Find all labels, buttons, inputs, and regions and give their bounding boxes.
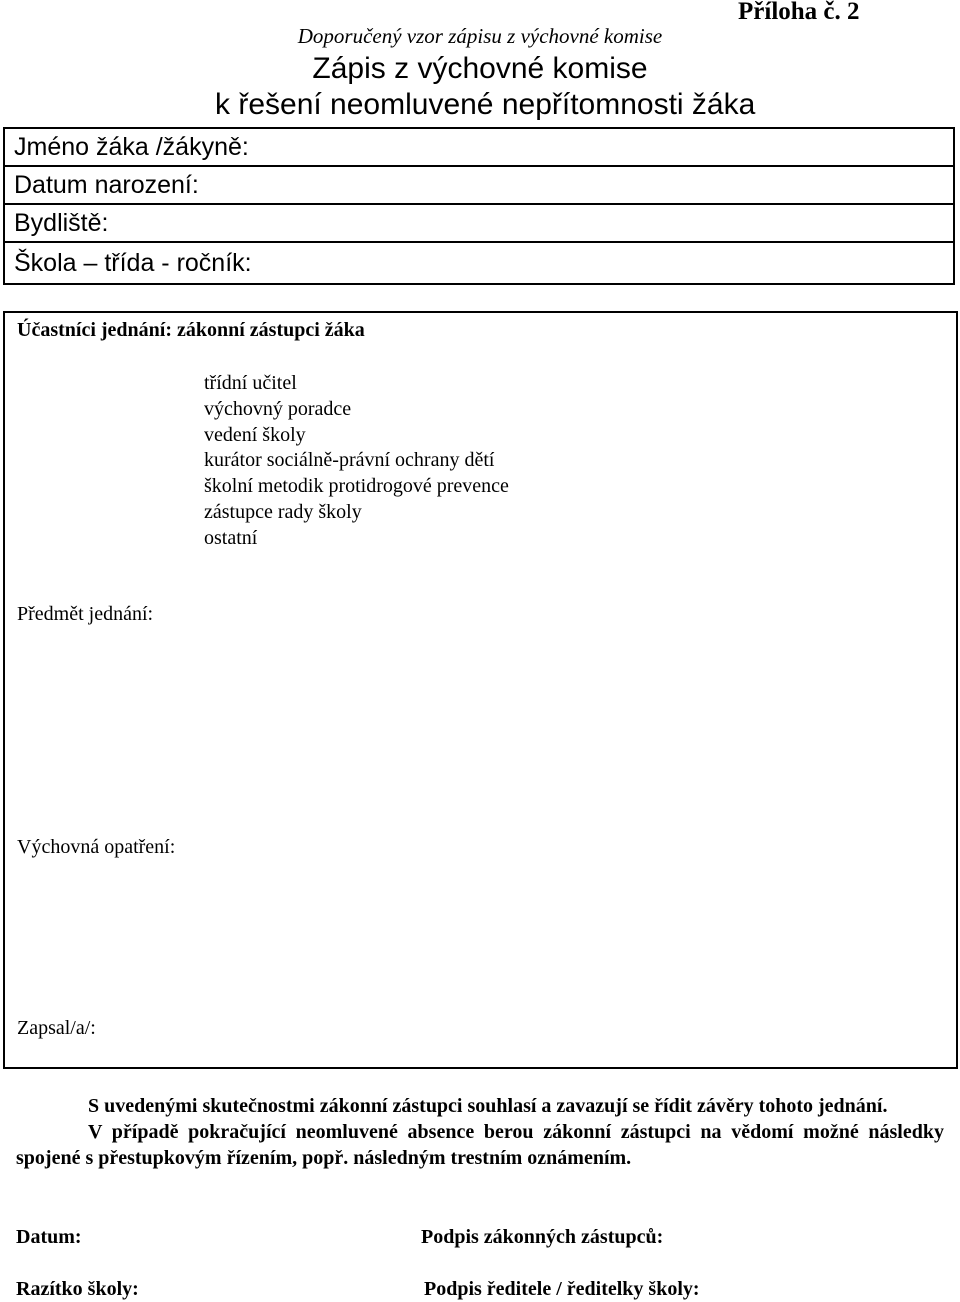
agreement-statement <box>16 1093 944 1171</box>
participant-item: vedení školy <box>204 423 306 446</box>
participant-item: zástupce rady školy <box>204 500 362 523</box>
student-info-box <box>3 127 955 285</box>
educational-measures-label: Výchovná opatření: <box>17 836 176 858</box>
director-signature-label: Podpis ředitele / ředitelky školy: <box>424 1278 700 1300</box>
document-subtitle: k řešení neomluvené nepřítomnosti žáka <box>215 88 756 121</box>
date-label: Datum: <box>16 1226 82 1248</box>
recommended-template-note: Doporučený vzor zápisu z výchovné komise <box>297 24 663 48</box>
document-title: Zápis z výchovné komise <box>312 52 648 85</box>
participant-item: výchovný poradce <box>204 397 352 420</box>
participants-list <box>204 371 509 552</box>
participants-label: Účastníci jednání: zákonní zástupci žáka <box>17 319 365 341</box>
birth-date-row[interactable] <box>5 167 953 205</box>
annex-label: Příloha č. 2 <box>738 0 860 25</box>
school-stamp-label: Razítko školy: <box>16 1278 139 1300</box>
school-class-row[interactable] <box>5 243 953 283</box>
participant-item: školní metodik protidrogové prevence <box>204 475 509 498</box>
birth-date-label: Datum narození: <box>14 171 199 199</box>
participant-item: třídní učitel <box>204 372 297 394</box>
student-name-row[interactable] <box>5 129 953 167</box>
agreement-paragraph: S uvedenými skutečnostmi zákonní zástupci souhlasí a zavazují se řídit závěry tohoto jednání. <box>88 1095 888 1117</box>
participant-item: kurátor sociálně-právní ochrany dětí <box>204 449 495 472</box>
student-name-label: Jméno žáka /žákyně: <box>14 133 249 161</box>
meeting-record-box <box>3 311 958 1069</box>
meeting-subject-label: Předmět jednání: <box>17 603 154 625</box>
residence-label: Bydliště: <box>14 209 109 237</box>
recorded-by-label: Zapsal/a/: <box>17 1017 96 1039</box>
guardians-signature-label: Podpis zákonných zástupců: <box>421 1226 664 1248</box>
school-class-label: Škola – třída - ročník: <box>14 249 252 277</box>
participant-item: ostatní <box>204 526 258 549</box>
residence-row[interactable] <box>5 205 953 243</box>
consequences-paragraph: V případě pokračující neomluvené absence berou zákonní zástupci na vědomí možné následky spojené s přestupkovým řízením, popř. následným trestním oznámením. <box>16 1121 944 1169</box>
